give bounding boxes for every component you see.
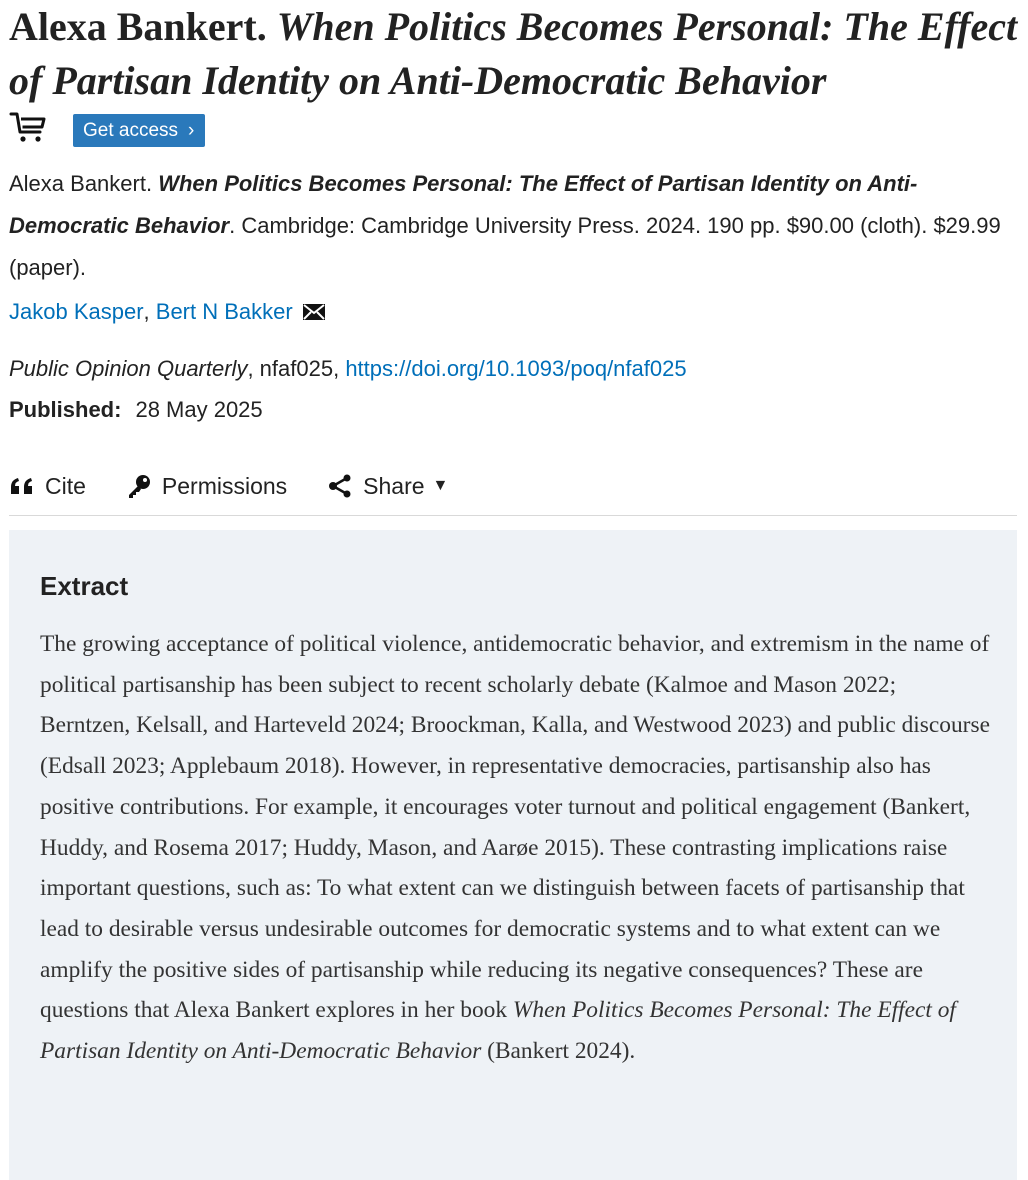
access-row xyxy=(9,104,409,148)
quote-icon xyxy=(9,476,35,496)
journal-name: Public Opinion Quarterly xyxy=(9,356,248,381)
book-citation xyxy=(9,163,1014,289)
share-label: Share xyxy=(363,472,425,499)
citation-author: Alexa Bankert. xyxy=(9,171,153,196)
cite-button[interactable] xyxy=(9,473,86,500)
toolbar-divider xyxy=(9,515,1017,516)
article-id: , nfaf025, xyxy=(247,356,346,381)
extract-body-end: (Bankert 2024). xyxy=(481,1038,636,1065)
permissions-button[interactable] xyxy=(126,473,287,500)
chevron-right-icon: › xyxy=(188,120,195,141)
cite-label: Cite xyxy=(45,472,86,499)
published-value: 28 May 2025 xyxy=(135,397,263,422)
published-label: Published: xyxy=(9,397,122,422)
citation-book-title: When Politics Becomes Personal: The Effect of Partisan Identity on Anti-Democratic Behavior xyxy=(9,171,918,238)
article-title xyxy=(9,0,1019,108)
extract-heading: Extract xyxy=(40,571,129,601)
get-access-label: Get access xyxy=(83,120,179,141)
caret-down-icon: ▼ xyxy=(432,477,449,494)
published-date xyxy=(9,390,263,430)
title-author: Alexa Bankert. xyxy=(9,4,267,49)
doi-link[interactable]: https://doi.org/10.1093/poq/nfaf025 xyxy=(345,356,687,381)
author-separator: , xyxy=(143,299,156,324)
extract-body: The growing acceptance of political violence, antidemocratic behavior, and extremism in the name of political partisanship has been subject to recent scholarly debate (Kalmoe and Mason 2022; Berntzen, Kelsall, and Harteveld 2024; Broockman, Kalla, and Westwood 2023) and public discourse (Edsall 2023; Applebaum 2018). However, in representative democracies, partisanship also has positive contributions. For example, it encourages voter turnout and political engagement (Bankert, Huddy, and Rosema 2017; Huddy, Mason, and Aarøe 2015). These contrasting implications raise important questions, such as: To what extent can we distinguish between facets of partisanship that lead to desirable versus undesirable outcomes for democratic systems and to what extent can we amplify the positive sides of partisanship while reducing its negative consequences? These are questions that Alexa Bankert explores in her book xyxy=(40,631,990,1024)
permissions-label: Permissions xyxy=(161,472,288,499)
share-icon xyxy=(327,474,353,498)
extract-book-title: When Politics Becomes Personal: The Effect of Partisan Identity on Anti-Democratic Behavior xyxy=(40,997,956,1065)
review-authors xyxy=(9,292,609,332)
journal-info xyxy=(9,349,1009,389)
author-link-bakker[interactable]: Bert N Bakker xyxy=(155,299,293,324)
title-book: When Politics Becomes Personal: The Effect of Partisan Identity on Anti-Democratic Behavior xyxy=(9,4,1018,103)
shopping-cart-icon[interactable] xyxy=(9,110,47,144)
key-icon xyxy=(126,473,152,499)
extract-text xyxy=(40,624,990,1072)
article-toolbar xyxy=(9,464,1017,508)
extract-panel xyxy=(9,530,1017,1180)
get-access-button[interactable] xyxy=(73,114,205,147)
share-dropdown[interactable] xyxy=(327,473,448,500)
citation-details: . Cambridge: Cambridge University Press. 2024. 190 pp. $90.00 (cloth). $29.99 (paper). xyxy=(9,213,1001,280)
author-link-kasper[interactable]: Jakob Kasper xyxy=(9,299,144,324)
email-icon[interactable] xyxy=(303,304,325,320)
